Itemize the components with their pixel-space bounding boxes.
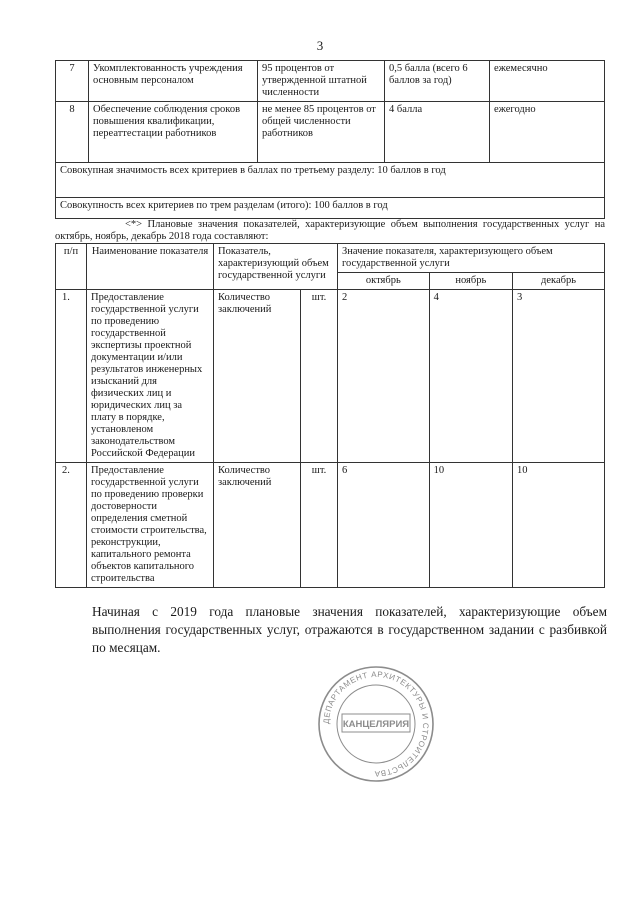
criterion-score: 0,5 балла (всего 6 баллов за год)	[385, 61, 490, 102]
criterion-score: 4 балла	[385, 102, 490, 163]
criterion-frequency: ежегодно	[490, 102, 605, 163]
indicator-name: Количество заключений	[214, 290, 301, 463]
closing-paragraph: Начиная с 2019 года плановые значения показателей, характеризующие объем выполнения государственных услуг, отражаются в государственном задании с разбивкой по месяцам.	[92, 604, 607, 655]
value-october: 2	[338, 290, 430, 463]
stamp-ring-text: ДЕПАРТАМЕНТ АРХИТЕКТУРЫ И СТРОИТЕЛЬСТВА	[321, 669, 431, 779]
criteria-table	[55, 60, 605, 219]
criterion-name: Обеспечение соблюдения сроков повышения квалификации, переаттестации работников	[89, 102, 258, 163]
plan-table	[55, 243, 605, 588]
header-month: октябрь	[338, 273, 430, 290]
indicator-name: Количество заключений	[214, 463, 301, 588]
table-row	[56, 198, 605, 219]
header-month: ноябрь	[429, 273, 512, 290]
criterion-name: Укомплектованность учреждения основным персоналом	[89, 61, 258, 102]
table-row	[56, 463, 605, 588]
header-name: Наименование показателя	[87, 244, 214, 290]
criterion-value: не менее 85 процентов от общей численности работников	[258, 102, 385, 163]
row-number: 7	[56, 61, 89, 102]
header-value-group: Значение показателя, характеризующего объем государственной услуги	[338, 244, 605, 273]
criterion-frequency: ежемесячно	[490, 61, 605, 102]
criterion-value: 95 процентов от утвержденной штатной численности	[258, 61, 385, 102]
office-stamp	[316, 664, 436, 784]
page-number: 3	[316, 38, 324, 53]
header-num: п/п	[56, 244, 87, 290]
footnote: <*> Плановые значения показателей, характеризующие объем выполнения государственных услуг на октябрь, ноябрь, декабрь 2018 года составляют:	[55, 219, 605, 242]
row-number: 1.	[56, 290, 87, 463]
row-number: 8	[56, 102, 89, 163]
table-row	[56, 163, 605, 198]
value-november: 10	[429, 463, 512, 588]
service-name: Предоставление государственной услуги по проведению проверки достоверности определения сметной стоимости строительства, реконструкции, капитального ремонта объектов капитального строительства	[87, 463, 214, 588]
table-row	[56, 290, 605, 463]
stamp-center-text: КАНЦЕЛЯРИЯ	[342, 719, 410, 730]
unit: шт.	[301, 290, 338, 463]
value-december: 10	[513, 463, 605, 588]
value-november: 4	[429, 290, 512, 463]
overall-total: Совокупность всех критериев по трем разделам (итого): 100 баллов в год	[56, 198, 605, 219]
service-name: Предоставление государственной услуги по проведению государственной экспертизы проектной документации и/или результатов инженерных изысканий для физических лиц и юридических лиц за плату в порядке, установленом законодательством Российской Федерации	[87, 290, 214, 463]
header-row	[56, 244, 605, 273]
unit: шт.	[301, 463, 338, 588]
row-number: 2.	[56, 463, 87, 588]
header-indicator: Показатель, характеризующий объем государственной услуги	[214, 244, 338, 290]
header-month: декабрь	[513, 273, 605, 290]
section-total: Совокупная значимость всех критериев в баллах по третьему разделу: 10 баллов в год	[56, 163, 605, 198]
table-row	[56, 61, 605, 102]
value-december: 3	[513, 290, 605, 463]
table-row	[56, 102, 605, 163]
value-october: 6	[338, 463, 430, 588]
